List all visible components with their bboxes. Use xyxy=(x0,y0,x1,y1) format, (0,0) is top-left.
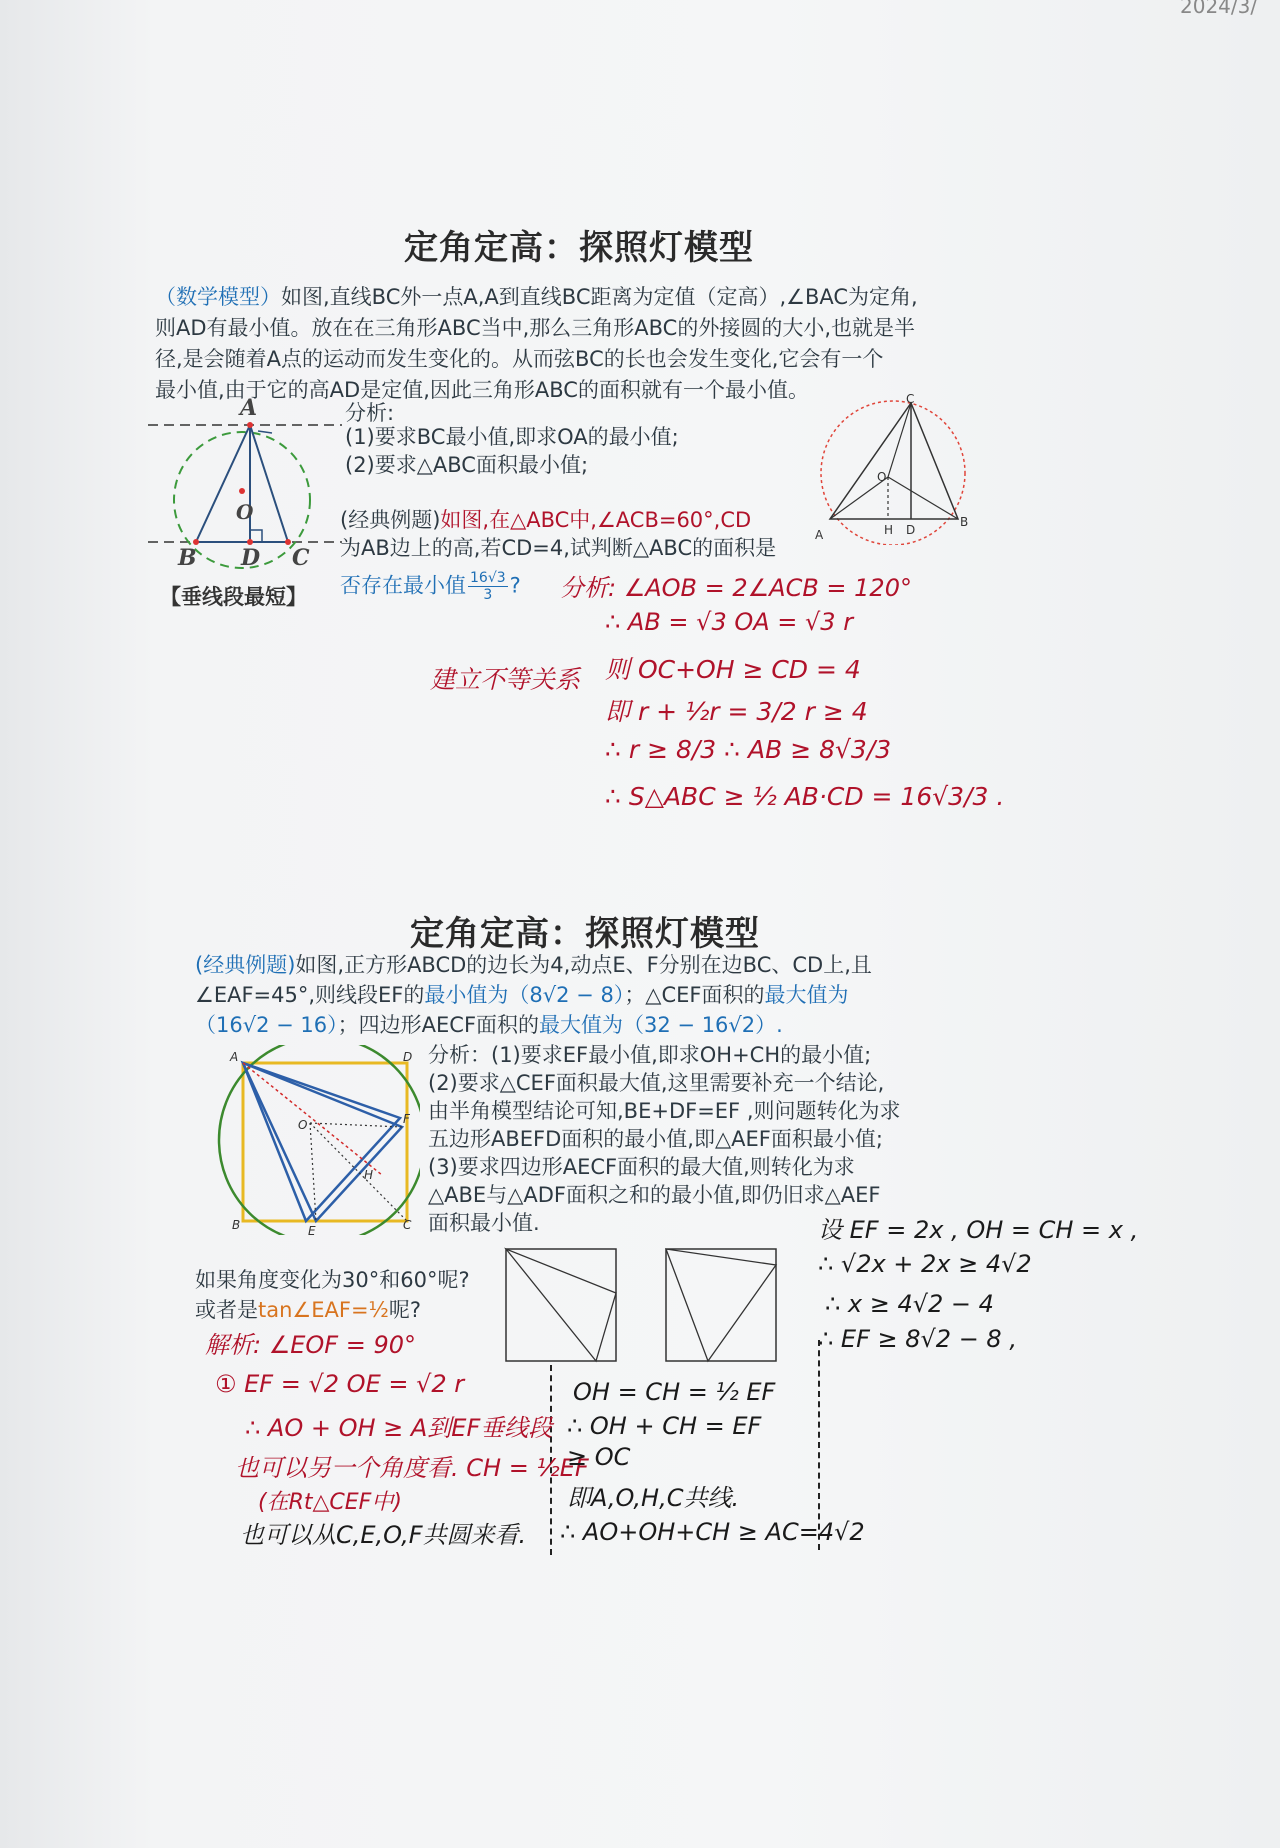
intro-line-1: 则AD有最小值。放在在三角形ABC当中,那么三角形ABC的外接圆的大小,也就是半 xyxy=(155,316,916,340)
fraction-denominator: 3 xyxy=(483,587,493,603)
example1-question-mark: ? xyxy=(509,573,521,598)
problem2-text-2: ；△CEF面积的 xyxy=(624,983,765,1007)
problem2-answer-1: 最小值为（8√2 − 8） xyxy=(424,983,625,1007)
solution-black-note: 也可以从C,E,O,F共圆来看. xyxy=(240,1521,527,1549)
date-stamp: 2024/3/ xyxy=(1180,0,1258,18)
analysis2-line-2: (2)要求△CEF面积最大值,这里需要补充一个结论, xyxy=(428,1071,885,1095)
point-c-dot xyxy=(285,539,291,545)
intro-line-3: 最小值,由于它的高AD是定值,因此三角形ABC的面积就有一个最小值。 xyxy=(155,378,809,402)
point-a-dot xyxy=(247,422,253,428)
center-dot xyxy=(239,488,245,494)
middle-hand-line-1: OH = CH = ½ EF xyxy=(573,1378,776,1406)
fig1-label-o: O xyxy=(236,500,254,524)
fig2-label-d: D xyxy=(906,523,916,537)
example1-line-1 xyxy=(340,505,751,536)
problem2-answer-3: 最大值为（32 − 16√2）. xyxy=(539,1013,783,1037)
figure-square-circle xyxy=(210,1045,420,1235)
section2-title: 定角定高：探照灯模型 xyxy=(410,914,760,954)
question-tan-suffix: 呢? xyxy=(388,1298,422,1322)
example1-fraction xyxy=(468,570,508,603)
hand1-line-4: 即 r + ½r = 3/2 r ≥ 4 xyxy=(605,697,868,726)
fig3-label-d: D xyxy=(403,1050,413,1064)
example1-red-text: 如图,在△ABC中,∠ACB=60°,CD xyxy=(440,508,752,532)
arrow-mark xyxy=(258,431,272,433)
fig2-label-h: H xyxy=(884,523,894,537)
right-hand-line-4: ∴ EF ≥ 8√2 − 8 , xyxy=(818,1325,1017,1353)
problem2-text-3: ；四边形AECF面积的 xyxy=(337,1013,540,1037)
fig1-label-a: A xyxy=(240,395,258,421)
intro-tag: （数学模型） xyxy=(155,285,281,309)
dotted-oe xyxy=(310,1123,316,1221)
question-tan xyxy=(195,1295,421,1326)
figure-square-small-1 xyxy=(500,1235,630,1375)
solution-line-1: 解析: ∠EOF = 90° xyxy=(205,1331,416,1359)
question-tan-prefix: 或者是 xyxy=(195,1298,258,1322)
example1-prefix: (经典例题) xyxy=(340,508,441,532)
fraction-numerator: 16√3 xyxy=(470,570,506,586)
middle-hand-line-2: ∴ OH + CH = EF xyxy=(567,1412,762,1440)
solution-line-5: (在Rt△CEF中) xyxy=(258,1490,402,1515)
hand1-line-5: ∴ r ≥ 8/3 ∴ AB ≥ 8√3/3 xyxy=(605,735,892,764)
question-angle-change: 如果角度变化为30°和60°呢? xyxy=(195,1268,470,1292)
fig3-label-b: B xyxy=(232,1218,241,1232)
analysis2-line-3: 由半角模型结论可知,BE+DF=EF ,则问题转化为求 xyxy=(428,1099,901,1123)
fig2-label-b: B xyxy=(960,515,969,529)
fig3-label-c: C xyxy=(403,1218,412,1232)
intro-line-2: 径,是会随着A点的运动而发生变化的。从而弦BC的长也会发生变化,它会有一个 xyxy=(155,347,884,371)
square-abcd xyxy=(243,1063,407,1221)
fig3-label-e: E xyxy=(308,1224,316,1238)
section1-intro xyxy=(155,282,1155,313)
problem2-text: 如图,正方形ABCD的边长为4,动点E、F分别在边BC、CD上,且 xyxy=(295,953,872,977)
problem2-angle: ∠EAF=45°,则线段EF的 xyxy=(195,983,425,1007)
fig1-label-c: C xyxy=(292,545,310,571)
solution-line-2: ① EF = √2 OE = √2 r xyxy=(215,1370,465,1398)
fig3-label-f: F xyxy=(403,1112,410,1126)
right-hand-line-1: 设 EF = 2x , OH = CH = x , xyxy=(818,1216,1139,1244)
problem2-line-1 xyxy=(195,950,872,981)
fig1-label-b: B xyxy=(178,545,197,571)
example1-text: 否存在最小值 xyxy=(340,573,466,598)
fig3-label-a: A xyxy=(230,1050,239,1064)
fig2-label-a: A xyxy=(815,528,824,542)
small-triangle-1 xyxy=(506,1249,616,1361)
problem2-max-label: 最大值为 xyxy=(764,983,849,1007)
segment-oc xyxy=(888,403,911,477)
hand1-line-2: ∴ AB = √3 OA = √3 r xyxy=(605,608,854,636)
analysis1-item-2: (2)要求△ABC面积最小值; xyxy=(345,453,589,477)
analysis2-line-7: 面积最小值. xyxy=(428,1211,540,1235)
fig3-label-o: O xyxy=(298,1118,308,1132)
intro-text: 如图,直线BC外一点A,A到直线BC距离为定值（定高）,∠BAC为定角, xyxy=(281,285,918,309)
problem2-answer-2: （16√2 − 16） xyxy=(195,1013,338,1037)
hand1-line-1: 分析: ∠AOB = 2∠ACB = 120° xyxy=(560,574,912,602)
hand1-line-3: 则 OC+OH ≥ CD = 4 xyxy=(605,655,861,684)
small-square-2 xyxy=(666,1249,776,1361)
middle-hand-line-5: ∴ AO+OH+CH ≥ AC=4√2 xyxy=(560,1518,865,1546)
triangle-abc xyxy=(196,425,288,542)
example1-line-2: 为AB边上的高,若CD=4,试判断△ABC的面积是 xyxy=(340,536,777,560)
analysis2-line-4: 五边形ABEFD面积的最小值,即△AEF面积最小值; xyxy=(428,1127,883,1151)
problem2-line-3 xyxy=(195,1010,783,1041)
fig3-label-h: H xyxy=(364,1168,374,1182)
analysis2-line-5: (3)要求四边形AECF面积的最大值,则转化为求 xyxy=(428,1155,855,1179)
right-hand-line-3: ∴ x ≥ 4√2 − 4 xyxy=(825,1290,994,1318)
analysis2-line-1: 分析：(1)要求EF最小值,即求OH+CH的最小值; xyxy=(428,1043,872,1067)
fig1-caption: 【垂线段最短】 xyxy=(160,585,307,609)
middle-hand-line-4: 即A,O,H,C共线. xyxy=(567,1484,740,1512)
section1-title: 定角定高：探照灯模型 xyxy=(404,228,754,268)
analysis1-title: 分析: xyxy=(345,401,395,425)
analysis2-line-6: △ABE与△ADF面积之和的最小值,即仍旧求△AEF xyxy=(428,1183,881,1207)
question-tan-expression: tan∠EAF=½ xyxy=(258,1298,389,1322)
solution-line-3: ∴ AO + OH ≥ A到EF垂线段 xyxy=(245,1414,553,1442)
dotted-of xyxy=(310,1123,402,1127)
right-hand-line-2: ∴ √2x + 2x ≥ 4√2 xyxy=(818,1250,1032,1278)
fig2-label-o: O xyxy=(877,470,887,484)
hand1-inequality-note: 建立不等关系 xyxy=(430,665,581,694)
problem2-line-2 xyxy=(195,980,848,1011)
problem2-prefix: (经典例题) xyxy=(195,953,296,977)
analysis1-item-1: (1)要求BC最小值,即求OA的最小值; xyxy=(345,425,679,449)
triangle-abc-2 xyxy=(830,403,958,519)
small-square-1 xyxy=(506,1249,616,1361)
small-triangle-2 xyxy=(666,1249,776,1361)
middle-hand-line-3: ≥ OC xyxy=(567,1443,631,1471)
fig1-label-d: D xyxy=(241,545,261,571)
example1-line-3 xyxy=(340,570,521,603)
triangle-aef xyxy=(243,1063,400,1221)
figure-square-small-2 xyxy=(660,1235,790,1375)
segment-ob xyxy=(888,477,958,519)
hand1-line-6: ∴ S△ABC ≥ ½ AB·CD = 16√3/3 . xyxy=(605,782,1005,811)
solution-line-4: 也可以另一个角度看. CH = ½EF xyxy=(235,1454,589,1482)
fig2-label-c: C xyxy=(906,392,915,406)
